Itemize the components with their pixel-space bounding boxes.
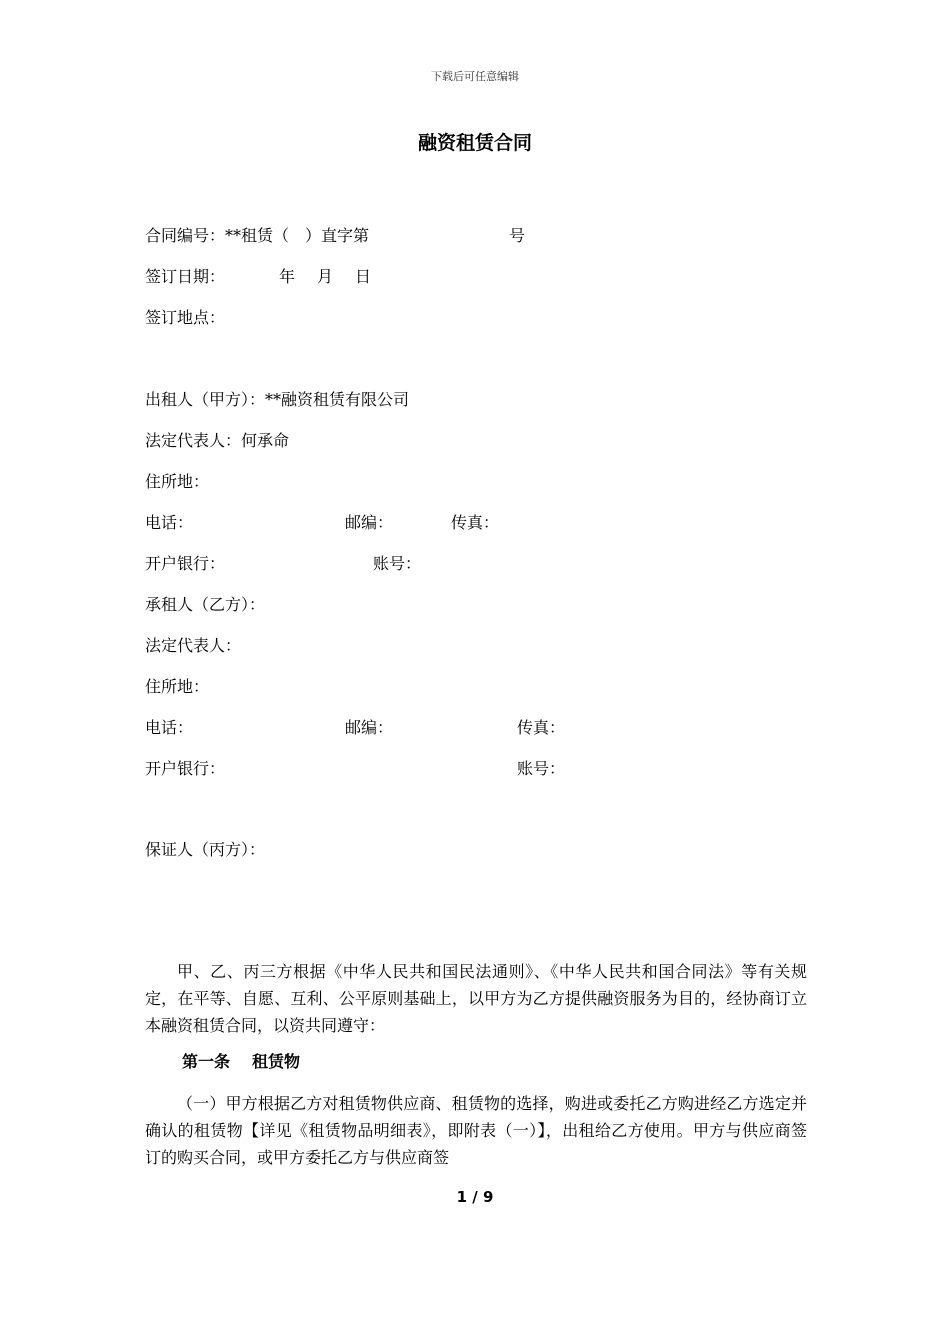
- sign-date-day: 日: [355, 267, 372, 286]
- page-number: 1 / 9: [456, 1188, 494, 1206]
- article-1-clause-1: （一）甲方根据乙方对租赁物供应商、租赁物的选择，购进或委托乙方购进经乙方选定并确认的租赁物【详见《租赁物品明细表》，即附表（一）】，出租给乙方使用。甲方与供应商签订的购买合同，或甲方委托乙方与供应商签: [145, 1094, 807, 1167]
- lessee-fax-label: 传真：: [517, 718, 566, 737]
- lessor-postcode-label: 邮编：: [345, 513, 394, 532]
- header-note: 下载后可任意编辑: [431, 70, 519, 83]
- lessor-party-label: 出租人（甲方）：**融资租赁有限公司: [145, 390, 410, 409]
- sign-date-month: 月: [317, 267, 334, 286]
- lessee-bank-label: 开户银行：: [145, 759, 226, 778]
- lessee-party-label: 承租人（乙方）：: [145, 595, 266, 614]
- contract-number-suffix: 号: [509, 226, 526, 245]
- article-1-title: 租赁物: [252, 1052, 301, 1071]
- lessor-legal-rep: 法定代表人：何承命: [145, 431, 290, 450]
- lessee-legal-rep: 法定代表人：: [145, 636, 242, 655]
- lessee-postcode-label: 邮编：: [345, 718, 394, 737]
- lessee-account-label: 账号：: [517, 759, 566, 778]
- sign-date-label: 签订日期：: [145, 267, 226, 286]
- lessor-fax-label: 传真：: [451, 513, 500, 532]
- sign-date-year: 年: [279, 267, 296, 286]
- preamble-paragraph: 甲、乙、丙三方根据《中华人民共和国民法通则》、《中华人民共和国合同法》等有关规定，在平等、自愿、互利、公平原则基础上，以甲方为乙方提供融资服务为目的，经协商订立本融资租赁合同，以资共同遵守：: [145, 962, 807, 1035]
- contract-number-label: 合同编号：**租赁（ ）直字第: [145, 226, 370, 245]
- article-1-heading: [182, 1049, 300, 1072]
- article-1-number: 第一条: [182, 1052, 231, 1071]
- lessor-address-label: 住所地：: [145, 472, 210, 491]
- sign-place-label: 签订地点：: [145, 308, 226, 327]
- lessor-phone-label: 电话：: [145, 513, 194, 532]
- lessee-address-label: 住所地：: [145, 677, 210, 696]
- lessor-account-label: 账号：: [373, 554, 422, 573]
- lessee-phone-label: 电话：: [145, 718, 194, 737]
- document-title: 融资租赁合同: [417, 132, 532, 154]
- lessor-bank-label: 开户银行：: [145, 554, 226, 573]
- guarantor-party-label: 保证人（丙方）：: [145, 840, 266, 859]
